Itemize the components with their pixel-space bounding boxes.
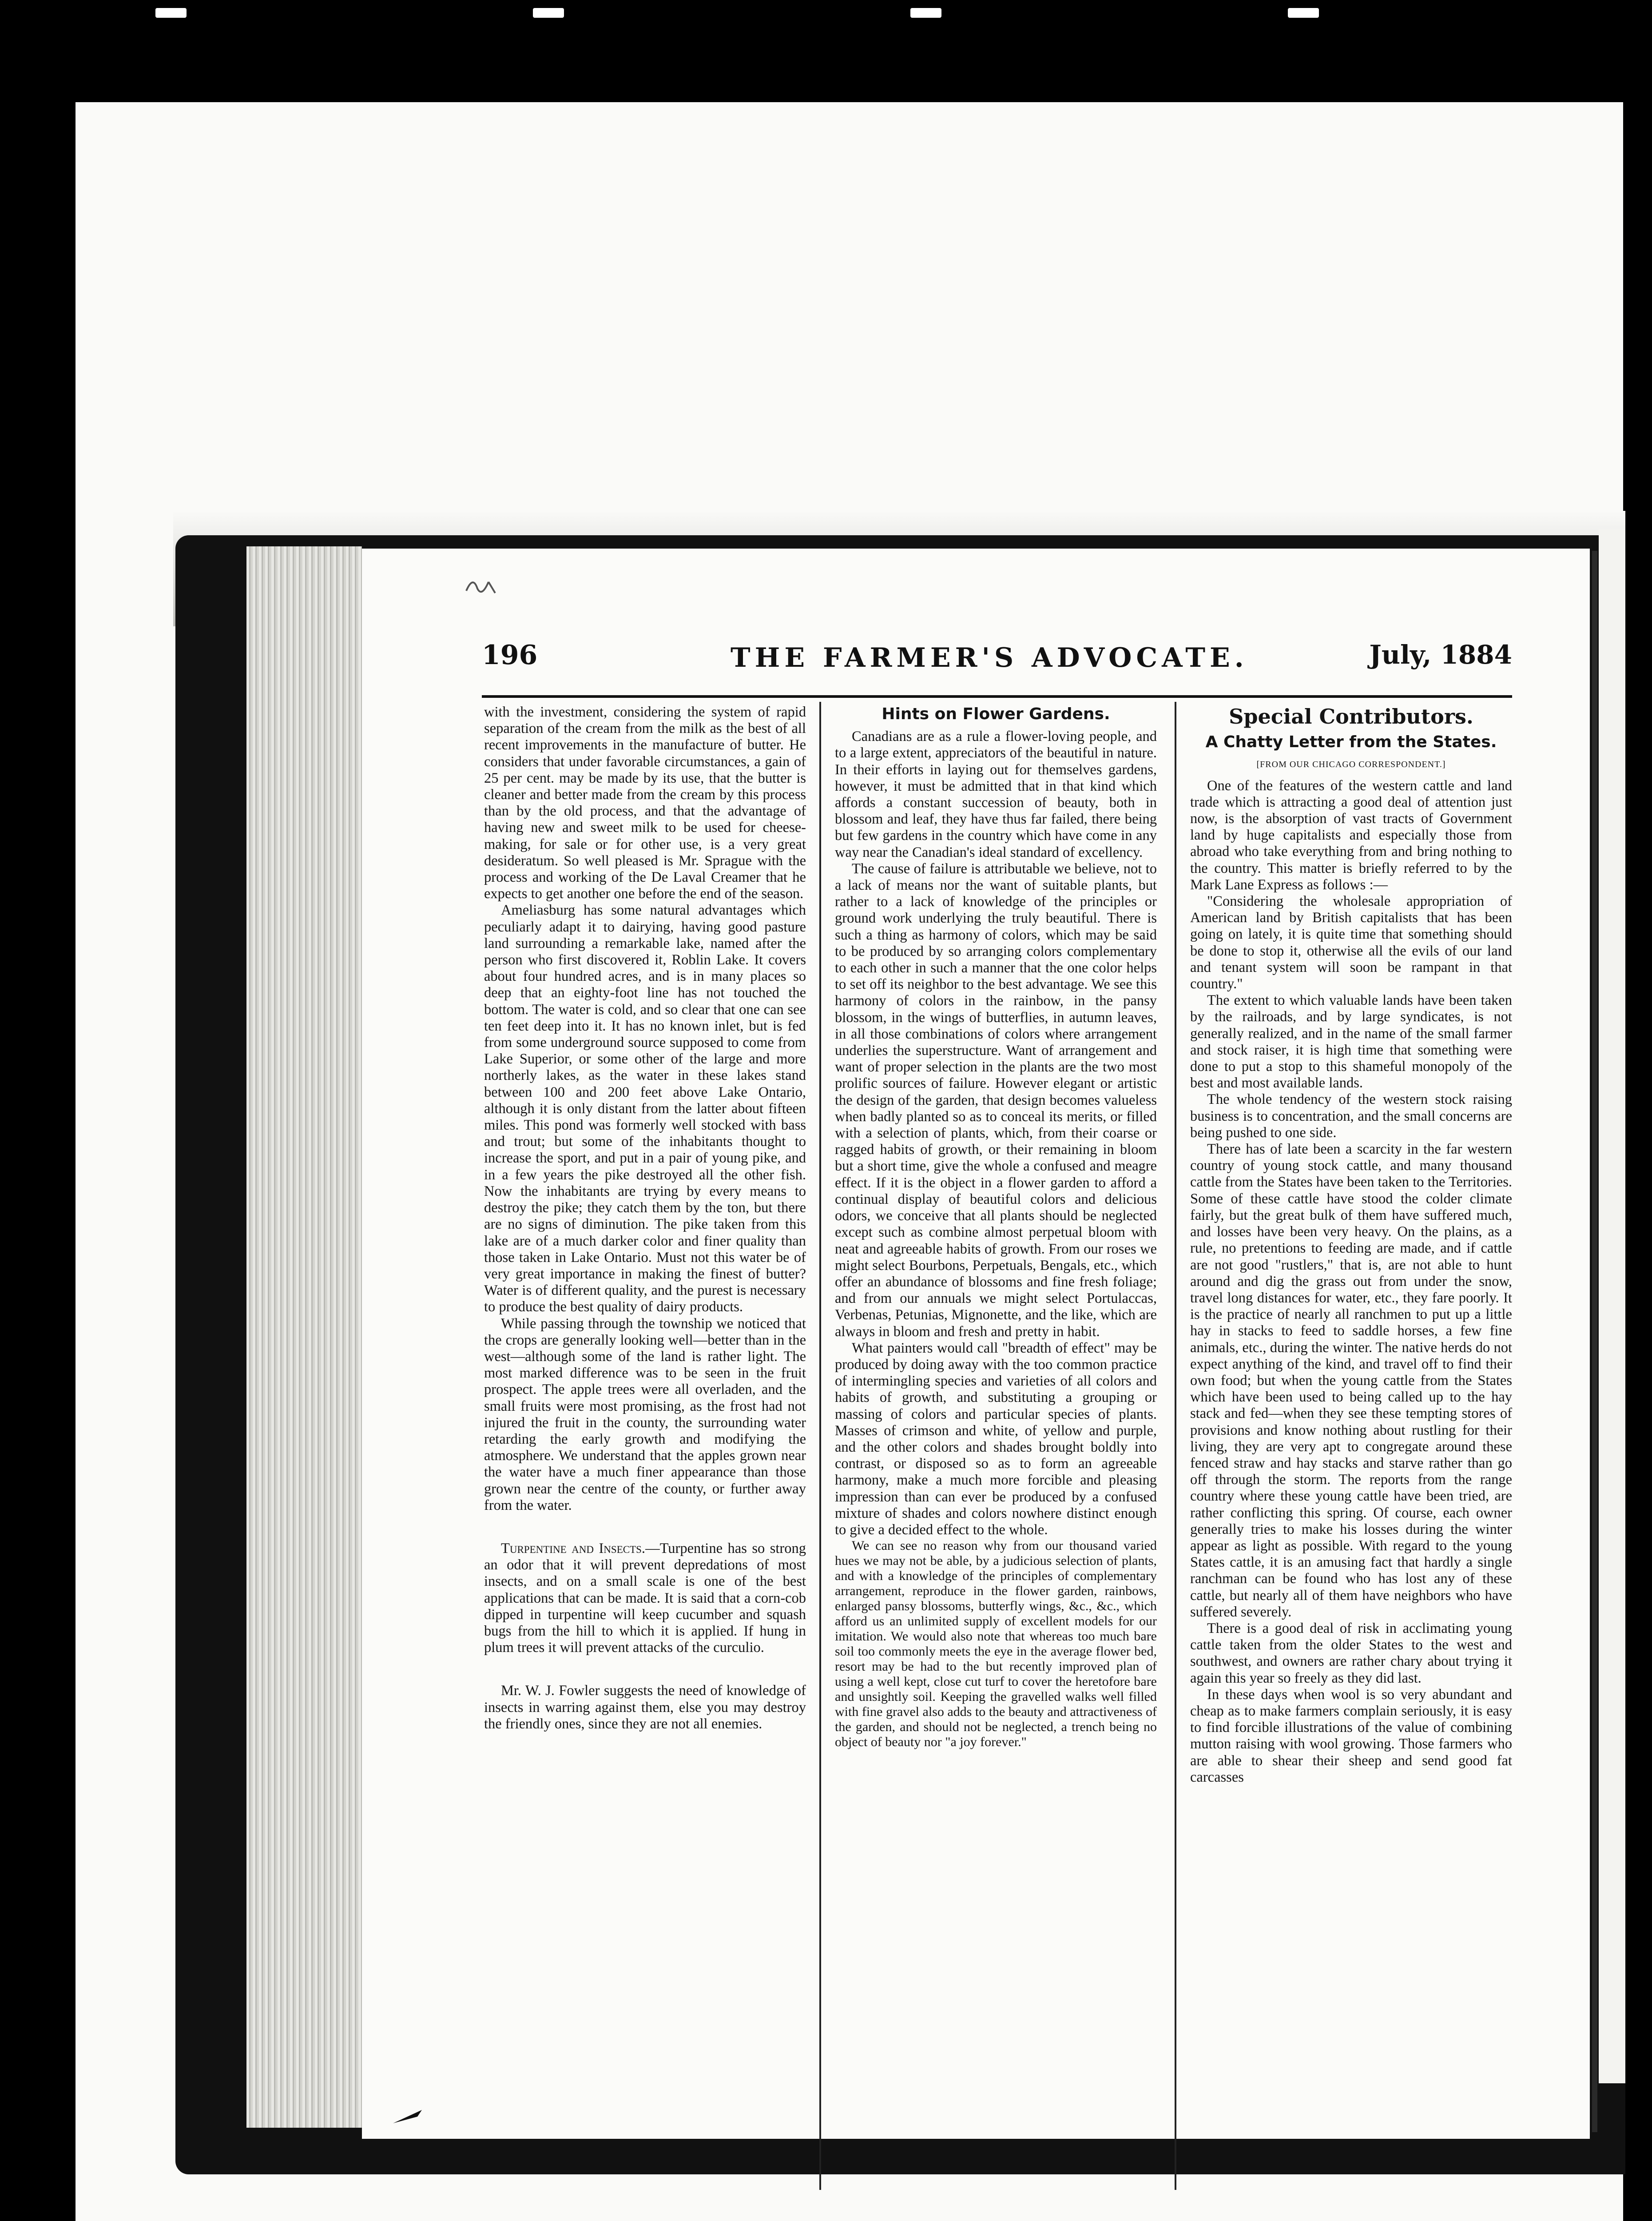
sprocket-hole bbox=[155, 8, 187, 18]
masthead: THE FARMER'S ADVOCATE. bbox=[731, 642, 1248, 673]
paragraph: Mr. W. J. Fowler suggests the need of knowledge of insects in warring against them, else you may destroy the friendly ones, since they are not all enemies. bbox=[484, 1683, 806, 1732]
paragraph: The whole tendency of the western stock raising business is to concentration, and the small concerns are being pushed to one side. bbox=[1190, 1091, 1512, 1141]
section-heading: Special Contributors. bbox=[1229, 705, 1473, 728]
article-title: Hints on Flower Gardens. bbox=[882, 705, 1110, 723]
spacer bbox=[484, 1514, 806, 1540]
header-rule bbox=[482, 695, 1512, 698]
spacer bbox=[484, 1656, 806, 1683]
paragraph: One of the features of the western cattle and land trade which is attracting a good deal of attention just now, is the absorption of vast tracts of Government land by huge capitalists and especially those from abroad who take everything from and bring nothing to the country. This matter is briefly referred to by the Mark Lane Express as follows :— bbox=[1190, 777, 1512, 893]
film-strip-top bbox=[0, 0, 1652, 27]
pencil-mark-icon bbox=[462, 573, 502, 600]
paragraph: with the investment, considering the system of rapid separation of the cream from the milk as the best of all recent improvements in the manufacture of butter. He considers that under favorable circumstances, a gain of 25 per cent. may be made by its use, that the butter is cleaner and better made from the cream by this process than by the old process, and that the advantage of having new and sweet milk to be used for cheese-making, for sale or for other use, is a very great desideratum. So well pleased is Mr. Sprague with the process and working of the De Laval Creamer that he expects to get another one before the end of the season. bbox=[484, 704, 806, 902]
paragraph: We can see no reason why from our thousand varied hues we may not be able, by a judicious selection of plants, and with a knowledge of the principles of complementary arrangement, reproduce in the flower garden, rainbows, enlarged pansy blossoms, butterfly wings, &c., &c., which afford us an unlimited supply of excellent models for our imitation. We would also note that whereas too much bare soil too commonly meets the eye in the average flower bed, resort may be had to the but recently improved plan of using a well kept, close cut turf to cover the heretofore bare and unsightly soil. Keeping the gravelled walks well filled with fine gravel also adds to the beauty and attractiveness of the garden, and should not be neglected, a trench being no object of beauty nor "a joy forever." bbox=[835, 1538, 1157, 1750]
article-title: A Chatty Letter from the States. bbox=[1205, 733, 1497, 752]
paragraph: Canadians are as a rule a flower-loving people, and to a large extent, appreciators of the beautiful in nature. In their efforts in laying out for themselves gardens, however, it must be admitted that in that kind which affords a constant succession of beauty, both in blossom and leaf, they have thus far failed, there being but few gardens in the country which have come in any way near the Canadian's ideal standard of excellency. bbox=[835, 728, 1157, 860]
sprocket-hole bbox=[910, 8, 941, 18]
paragraph: Ameliasburg has some natural advantages which peculiarly adapt it to dairying, having good pasture land surrounding a remarkable lake, named after the person who first discovered it, Roblin Lake. It covers about four hundred acres, and is in many places so deep that an eighty-foot line has not touched the bottom. The water is cold, and so clear that one can see ten feet deep into it. It has no known inlet, but is fed from some underground source supposed to come from Lake Superior, or some other of the large and more northerly lakes, as the water in these lakes stand between 100 and 200 feet above Lake Ontario, although it is only distant from the latter about fifteen miles. This pond was formerly well stocked with bass and trout; but some of the inhabitants thought to increase the sport, and put in a pair of young pike, and in a few years the pike destroyed all the other fish. Now the inhabitants are trying by every means to destroy the pike; they catch them by the ton, but there are no signs of diminution. The pike taken from this lake are of a much darker color and finer quality than those taken in Lake Ontario. Must not this water be of very great importance in making the finest of butter? Water is of different quality, and the purest is necessary to produce the best quality of dairy products. bbox=[484, 902, 806, 1315]
issue-date: July, 1884 bbox=[1369, 640, 1512, 670]
paragraph: While passing through the township we noticed that the crops are generally looking well—better than in the west—although some of the land is rather light. The most marked difference was to be seen in the fruit prospect. The apple trees were all overladen, and the small fruits were most promising, as the frost had not injured the fruit in the county, the surrounding water retarding the early growth and modifying the atmosphere. We understand that the apples grown near the water have a much finer appearance than those grown near the centre of the county, or further away from the water. bbox=[484, 1315, 806, 1513]
page-edges bbox=[246, 546, 362, 2128]
paragraph: What painters would call "breadth of effect" may be produced by doing away with the too common practice of intermingling species and varieties of all colors and habits of growth, and substituting a grouping or massing of colors and particular species of plants. Masses of crimson and white, of yellow and purple, and the other colors and shades brought boldly into contrast, or disposed so as to form an agreeable harmony, make a much more forcible and pleasing impression than can ever be produced by a confused mixture of shades and colors nowhere distinct enough to give a decided effect to the whole. bbox=[835, 1340, 1157, 1538]
paragraph-text: —Turpentine has so strong an odor that it will prevent depredations of most insects, and on a small scale is one of the best applications that can be made. It is said that a corn-cob dipped in turpentine will keep cucumber and squash bugs from the hill to which it is applied. If hung in plum trees it will prevent attacks of the curculio. bbox=[484, 1540, 806, 1656]
run-in-heading: Turpentine and Insects. bbox=[501, 1540, 646, 1556]
column-1 bbox=[484, 704, 806, 1732]
column-3 bbox=[1190, 704, 1512, 1786]
page-header bbox=[482, 640, 1512, 693]
column-rule-1 bbox=[819, 702, 821, 2190]
book-fold bbox=[1592, 551, 1597, 2132]
quotation: "Considering the wholesale appropriation of American land by British capitalists that has been going on lately, it is quite time that something should be done to stop it, otherwise all the evils of our land and tenant system will soon be rampant in that country." bbox=[1190, 893, 1512, 992]
ink-smudge-icon bbox=[391, 2106, 426, 2128]
page-number: 196 bbox=[482, 640, 538, 671]
paragraph: There has of late been a scarcity in the far western country of young stock cattle, and many thousand cattle from the States have been taken to the Territories. Some of these cattle have stood the colder climate fairly, but the great bulk of them have suffered much, and losses have been very heavy. On the plains, as a rule, no pretentions to feeding are made, and if cattle are not good "rustlers," that is, are not able to hunt around and dig the grass out from under the snow, travel long distances for water, etc., they fare poorly. It is the practice of nearly all ranchmen to put up a little hay in stacks to feed to saddle horses, a few fine animals, etc., during the winter. The native herds do not expect anything of the kind, and travel off to find their own food; but when the young cattle from the States which have been used to being called up to the hay stack and fed—when they see these tempting stores of provisions and know nothing about rustling for their living, they are very apt to congregate around these fenced straw and hay stacks and starve rather than go off through the storm. The reports from the range country where these young cattle have been tried, are rather conflicting this spring. Of course, each owner generally tries to make his losses during the winter appear as light as possible. With regard to the young States cattle, it is an amusing fact that hardly a single ranchman can be found who has lost any of these cattle, but nearly all of them have neighbors who have suffered severely. bbox=[1190, 1141, 1512, 1620]
byline: [FROM OUR CHICAGO CORRESPONDENT.] bbox=[1256, 760, 1446, 770]
column-rule-2 bbox=[1175, 702, 1176, 2190]
facing-page-edge bbox=[1599, 529, 1625, 2083]
sprocket-hole bbox=[1288, 8, 1319, 18]
sprocket-hole bbox=[533, 8, 564, 18]
paragraph: There is a good deal of risk in acclimating young cattle taken from the older States to the west and southwest, and owners are rather chary about trying it again this year so freely as they did last. bbox=[1190, 1620, 1512, 1686]
paragraph: The cause of failure is attributable we believe, not to a lack of means nor the want of suitable plants, but rather to a lack of knowledge of the principles or ground work underlying the truly beautiful. There is such a thing as harmony of colors, which may be said to be produced by so arranging colors complementary to each other in such a manner that the one color helps to set off its neighbor to the best advantage. We see this harmony of colors in the rainbow, in the pansy blossom, in the wings of butterflies, in autumn leaves, in all those combinations of colors where arrangement underlies the superstructure. Want of arrangement and want of proper selection in the plants are the two most prolific sources of failure. However elegant or artistic the design of the garden, that design becomes valueless when badly planted so as to conceal its merits, or filled with a selection of plants, which, from their coarse or ragged habits of growth, or their remaining in bloom but a short time, give the whole a confused and meagre effect. If it is the object in a flower garden to afford a continual display of beautiful colors and delicious odors, we conceive that all plants should be neglected except such as combine almost perpetual bloom with neat and agreeable habits of growth. From our roses we might select Bourbons, Perpetuals, Bengals, etc., which offer an abundance of blossoms and fine fresh foliage; and from our annuals we might select Portulaccas, Verbenas, Petunias, Mignonette, and the like, which are always in bloom and fresh and pretty in habit. bbox=[835, 860, 1157, 1340]
column-2 bbox=[835, 704, 1157, 1750]
paragraph-turpentine bbox=[484, 1540, 806, 1656]
paragraph: In these days when wool is so very abundant and cheap as to make farmers complain seriously, it is easy to find forcible illustrations of the value of combining mutton raising with wool growing. Those farmers who are able to shear their sheep and send good fat carcasses bbox=[1190, 1686, 1512, 1785]
film-strip-left bbox=[0, 102, 75, 2221]
paragraph: The extent to which valuable lands have been taken by the railroads, and by large syndicates, is not generally realized, and in the name of the small farmer and stock raiser, it is high time that something were done to put a stop to this shameful monopoly of the best and most available lands. bbox=[1190, 992, 1512, 1091]
film-strip-right bbox=[1623, 27, 1652, 2221]
